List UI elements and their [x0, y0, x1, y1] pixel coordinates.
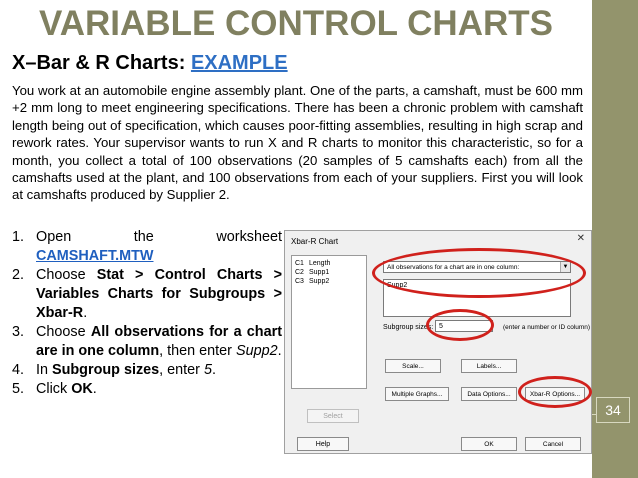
variable-name: Length — [309, 260, 331, 267]
step-text — [36, 228, 282, 247]
worksheet-link[interactable]: CAMSHAFT.MTW — [36, 248, 154, 264]
step-2-post: . — [83, 305, 88, 321]
select-button[interactable]: Select — [307, 409, 359, 423]
instruction-steps — [12, 228, 282, 399]
step-4-field: Subgroup sizes — [52, 362, 160, 378]
variable-list[interactable] — [291, 255, 367, 389]
step-1-cont — [12, 247, 282, 266]
ok-button[interactable]: OK — [461, 437, 517, 451]
step-number: 5. — [12, 381, 25, 397]
step-number: 1. — [12, 229, 25, 245]
step-4 — [12, 361, 282, 380]
step-4-value: 5 — [203, 362, 212, 378]
multiple-graphs-button[interactable]: Multiple Graphs... — [385, 387, 449, 401]
highlight-oval-subgroup — [426, 309, 494, 341]
step-3-pre: Choose — [36, 324, 91, 340]
step-3 — [12, 323, 282, 361]
step-2 — [12, 266, 282, 323]
variable-column-id: C1 — [295, 260, 304, 267]
step-1-text: Open the worksheet — [36, 229, 282, 245]
cancel-button[interactable]: Cancel — [525, 437, 581, 451]
step-number: 2. — [12, 267, 25, 283]
scale-button[interactable]: Scale... — [385, 359, 441, 373]
step-5-end: . — [92, 381, 97, 397]
highlight-oval-options — [518, 376, 592, 408]
scenario-paragraph: You work at an automobile engine assembly plant. One of the parts, a camshaft, must be 600 mm +2 mm long to meet engineering specifications. There has been a chronic problem with camshaft length being out of specification, which causes poor-fitting assemblies, resulting in high scrap and rework rates. Your supervisor wants to run X and R charts to monitor this characteristic, so for a month, you collect a total of 100 observations (20 samples of 5 camshafts each) from all the camshafts used at the plant, and 100 observations from each of your suppliers. First you will look at camshafts produced by Supplier 2. — [12, 83, 583, 203]
subgroup-hint: (enter a number or ID column) — [503, 324, 591, 331]
step-4-pre: In — [36, 362, 52, 378]
step-text — [36, 266, 282, 323]
highlight-oval-dropdown — [372, 248, 586, 298]
variable-row[interactable] — [295, 277, 363, 286]
chevron-down-icon[interactable]: ▼ — [560, 262, 570, 272]
step-3-post: , then enter — [159, 343, 236, 359]
step-3-option: All observations for a chart are in one column — [36, 324, 282, 359]
slide-title: VARIABLE CONTROL CHARTS — [39, 4, 553, 43]
labels-button[interactable]: Labels... — [461, 359, 517, 373]
subgroup-sizes-input[interactable]: 5 — [435, 320, 493, 332]
step-text — [36, 380, 282, 399]
step-2-menu-path: Stat > Control Charts > Variables Charts for Subgroups > Xbar-R — [36, 267, 282, 321]
columns-textbox[interactable]: Supp2 — [383, 279, 571, 317]
step-5 — [12, 380, 282, 399]
step-4-end: . — [211, 362, 216, 378]
help-button[interactable]: Help — [297, 437, 349, 451]
step-text — [36, 323, 282, 361]
variable-column-id: C3 — [295, 278, 304, 285]
step-number: 4. — [12, 362, 25, 378]
slide-subtitle — [12, 52, 288, 75]
subgroup-sizes-label: Subgroup sizes: — [383, 324, 434, 331]
subtitle-prefix: X–Bar & R Charts: — [12, 52, 191, 74]
close-icon[interactable]: ✕ — [576, 233, 585, 244]
xbar-r-options-button[interactable]: Xbar-R Options... — [525, 387, 585, 401]
variable-name: Supp1 — [309, 269, 330, 276]
page-number: 34 — [596, 397, 630, 423]
variable-name: Supp2 — [309, 278, 330, 285]
step-2-pre: Choose — [36, 267, 97, 283]
step-5-button: OK — [71, 381, 93, 397]
step-5-pre: Click — [36, 381, 72, 397]
step-3-end: . — [277, 343, 282, 359]
dialog-title: Xbar-R Chart — [291, 237, 339, 246]
step-4-post: , enter — [159, 362, 204, 378]
step-number: 3. — [12, 324, 25, 340]
variable-column-id: C2 — [295, 269, 304, 276]
variable-row[interactable] — [295, 259, 363, 268]
example-link[interactable]: EXAMPLE — [190, 52, 288, 74]
variable-row[interactable] — [295, 268, 363, 277]
dropdown-value: All observations for a chart are in one column: — [387, 264, 520, 271]
step-3-value: Supp2 — [235, 343, 278, 359]
data-options-button[interactable]: Data Options... — [461, 387, 517, 401]
step-text — [36, 361, 282, 380]
step-1 — [12, 228, 282, 247]
